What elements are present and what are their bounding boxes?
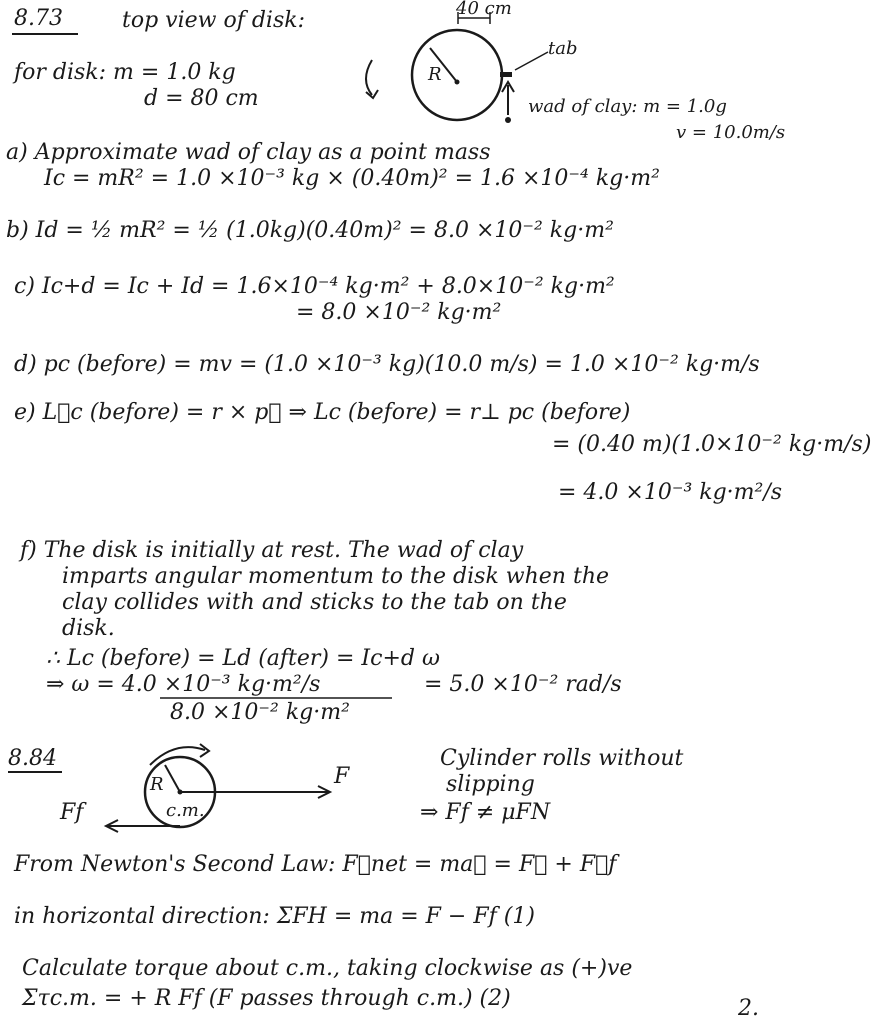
rolling-note-1: Cylinder rolls without (440, 746, 684, 771)
rolling-note-3: ⇒ Ff ≠ μFN (420, 800, 551, 825)
part-c-equation-2: = 8.0 ×10⁻² kg·m² (296, 300, 502, 325)
part-f-line-1: f) The disk is initially at rest. The wad of clay (20, 538, 524, 563)
part-e-equation-3: = 4.0 ×10⁻³ kg·m²/s (558, 480, 783, 505)
part-a-title: a) Approximate wad of clay as a point mass (6, 140, 491, 165)
horizontal-equation: in horizontal direction: ΣFH = ma = F − Ff (1) (14, 904, 535, 929)
part-e-equation-2: = (0.40 m)(1.0×10⁻² kg·m/s) (552, 432, 871, 457)
part-f-equation-1: ∴ Lc (before) = Ld (after) = Ic+d ω (46, 646, 440, 671)
force-label: F (334, 764, 350, 789)
friction-label: Ff (60, 800, 84, 825)
part-c-equation-1: c) Ic+d = Ic + Id = 1.6×10⁻⁴ kg·m² + 8.0×10⁻² kg·m² (14, 274, 615, 299)
disk-radius-label: R (428, 64, 442, 85)
problem2-number: 8.84 (8, 746, 57, 771)
problem-number: 8.73 (14, 6, 63, 31)
disk-diameter: d = 80 cm (144, 86, 259, 111)
curved-arrow-icon (366, 60, 372, 95)
torque-line-2: Στc.m. = + R Ff (F passes through c.m.) (2) (22, 986, 511, 1011)
rolling-note-2: slipping (446, 772, 535, 797)
part-f-omega-numerator: ⇒ ω = 4.0 ×10⁻³ kg·m²/s (46, 672, 321, 697)
clay-label: wad of clay: m = 1.0g (528, 96, 727, 117)
clay-dot (505, 117, 511, 123)
newton-second-law: From Newton's Second Law: F⃗net = ma⃗ = F⃗ + F⃗f (14, 852, 617, 877)
part-e-equation-1: e) L⃗c (before) = r × p⃗ ⇒ Lc (before) = r⊥ pc (before) (14, 400, 631, 425)
part-a-equation: Ic = mR² = 1.0 ×10⁻³ kg × (0.40m)² = 1.6 ×10⁻⁴ kg·m² (44, 166, 660, 191)
tab-label: tab (548, 38, 578, 59)
part-f-omega-denominator: 8.0 ×10⁻² kg·m² (170, 700, 350, 725)
part-f-line-2: imparts angular momentum to the disk when the (62, 564, 610, 589)
dimension-label: 40 cm (456, 0, 512, 19)
tab-marker (500, 72, 512, 77)
disk-circle (412, 30, 502, 120)
part-f-line-4: disk. (62, 616, 115, 641)
clay-velocity: v = 10.0m/s (676, 122, 786, 143)
tab-pointer (515, 52, 548, 70)
part-f-omega-result: = 5.0 ×10⁻² rad/s (424, 672, 622, 697)
part-d-equation: d) pc (before) = mv = (1.0 ×10⁻³ kg)(10.0 m/s) = 1.0 ×10⁻² kg·m/s (14, 352, 760, 377)
disk-mass: for disk: m = 1.0 kg (14, 60, 236, 85)
figure-title: top view of disk: (122, 8, 306, 33)
cylinder-radius-label: R (150, 774, 164, 795)
part-f-line-3: clay collides with and sticks to the tab on the (62, 590, 567, 615)
cylinder-radius-line (165, 765, 180, 792)
torque-line-1: Calculate torque about c.m., taking clockwise as (+)ve (22, 956, 633, 981)
page-number: 2. (738, 996, 759, 1021)
part-b-equation: b) Id = ½ mR² = ½ (1.0kg)(0.40m)² = 8.0 ×10⁻² kg·m² (6, 218, 614, 243)
cylinder-cm-label: c.m. (166, 800, 205, 821)
